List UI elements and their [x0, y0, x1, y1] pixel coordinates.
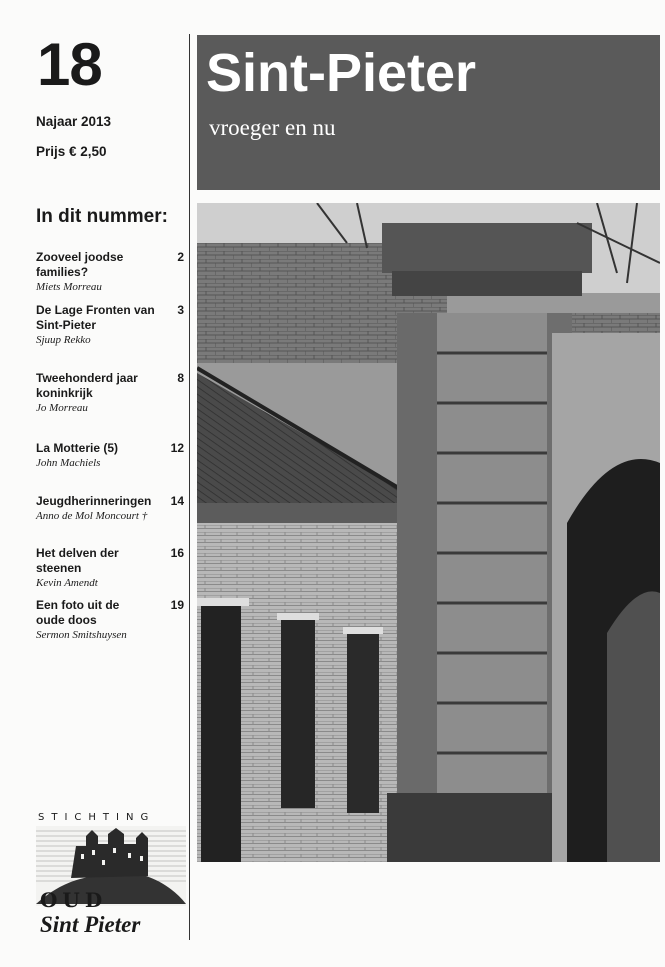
- left-column: [0, 0, 190, 967]
- toc-item[interactable]: [36, 371, 186, 416]
- toc-item-author: Kevin Amendt: [36, 577, 98, 589]
- issue-season: Najaar 2013: [36, 114, 112, 129]
- masthead-subtitle: vroeger en nu: [209, 115, 336, 140]
- toc-item[interactable]: [36, 250, 186, 295]
- toc-item[interactable]: [36, 494, 186, 524]
- toc-item-page: 2: [177, 250, 184, 264]
- toc-item-title: Het delven der steenen: [36, 546, 119, 575]
- toc-item-page: 12: [170, 441, 184, 455]
- toc-item-author: Sermon Smitshuysen: [36, 629, 127, 641]
- toc-item-page: 16: [170, 546, 184, 560]
- toc-item-title: Tweehonderd jaar koninkrijk: [36, 371, 138, 400]
- toc-item[interactable]: [36, 598, 186, 643]
- toc-item-author: Jo Morreau: [36, 402, 88, 414]
- toc-item-author: Anno de Mol Moncourt †: [36, 510, 148, 522]
- toc-item[interactable]: [36, 303, 186, 348]
- toc-item[interactable]: [36, 441, 186, 471]
- foundation-logo: [36, 812, 186, 944]
- toc-item-author: Sjuup Rekko: [36, 334, 91, 346]
- masthead-title: Sint-Pieter: [206, 43, 477, 103]
- logo-line-name: Sint Pieter: [40, 912, 141, 937]
- masthead-banner: [197, 35, 660, 190]
- toc-item-title: Zooveel joodse families?: [36, 250, 124, 279]
- toc-item[interactable]: [36, 546, 186, 591]
- cover-photo: [197, 203, 660, 862]
- toc-item-title: Een foto uit de oude doos: [36, 598, 120, 627]
- issue-price: Prijs € 2,50: [36, 144, 107, 159]
- cover-photo-illustration: [197, 203, 660, 862]
- toc-item-title: La Motterie (5): [36, 441, 119, 455]
- toc-item-page: 14: [170, 494, 184, 508]
- issue-number: 18: [37, 31, 102, 98]
- toc-item-title: De Lage Fronten van Sint-Pieter: [36, 303, 155, 332]
- toc-item-title: Jeugdherinneringen: [36, 494, 152, 508]
- toc-item-page: 3: [177, 303, 184, 317]
- logo-line-oud: OUD: [40, 888, 108, 912]
- toc-heading: In dit nummer:: [36, 206, 168, 227]
- toc-item-author: Miets Morreau: [36, 281, 102, 293]
- toc-item-page: 19: [170, 598, 184, 612]
- logo-line-stichting: STICHTING: [38, 812, 156, 823]
- column-divider: [189, 34, 190, 940]
- toc-item-page: 8: [177, 371, 184, 385]
- toc-item-author: John Machiels: [36, 457, 101, 469]
